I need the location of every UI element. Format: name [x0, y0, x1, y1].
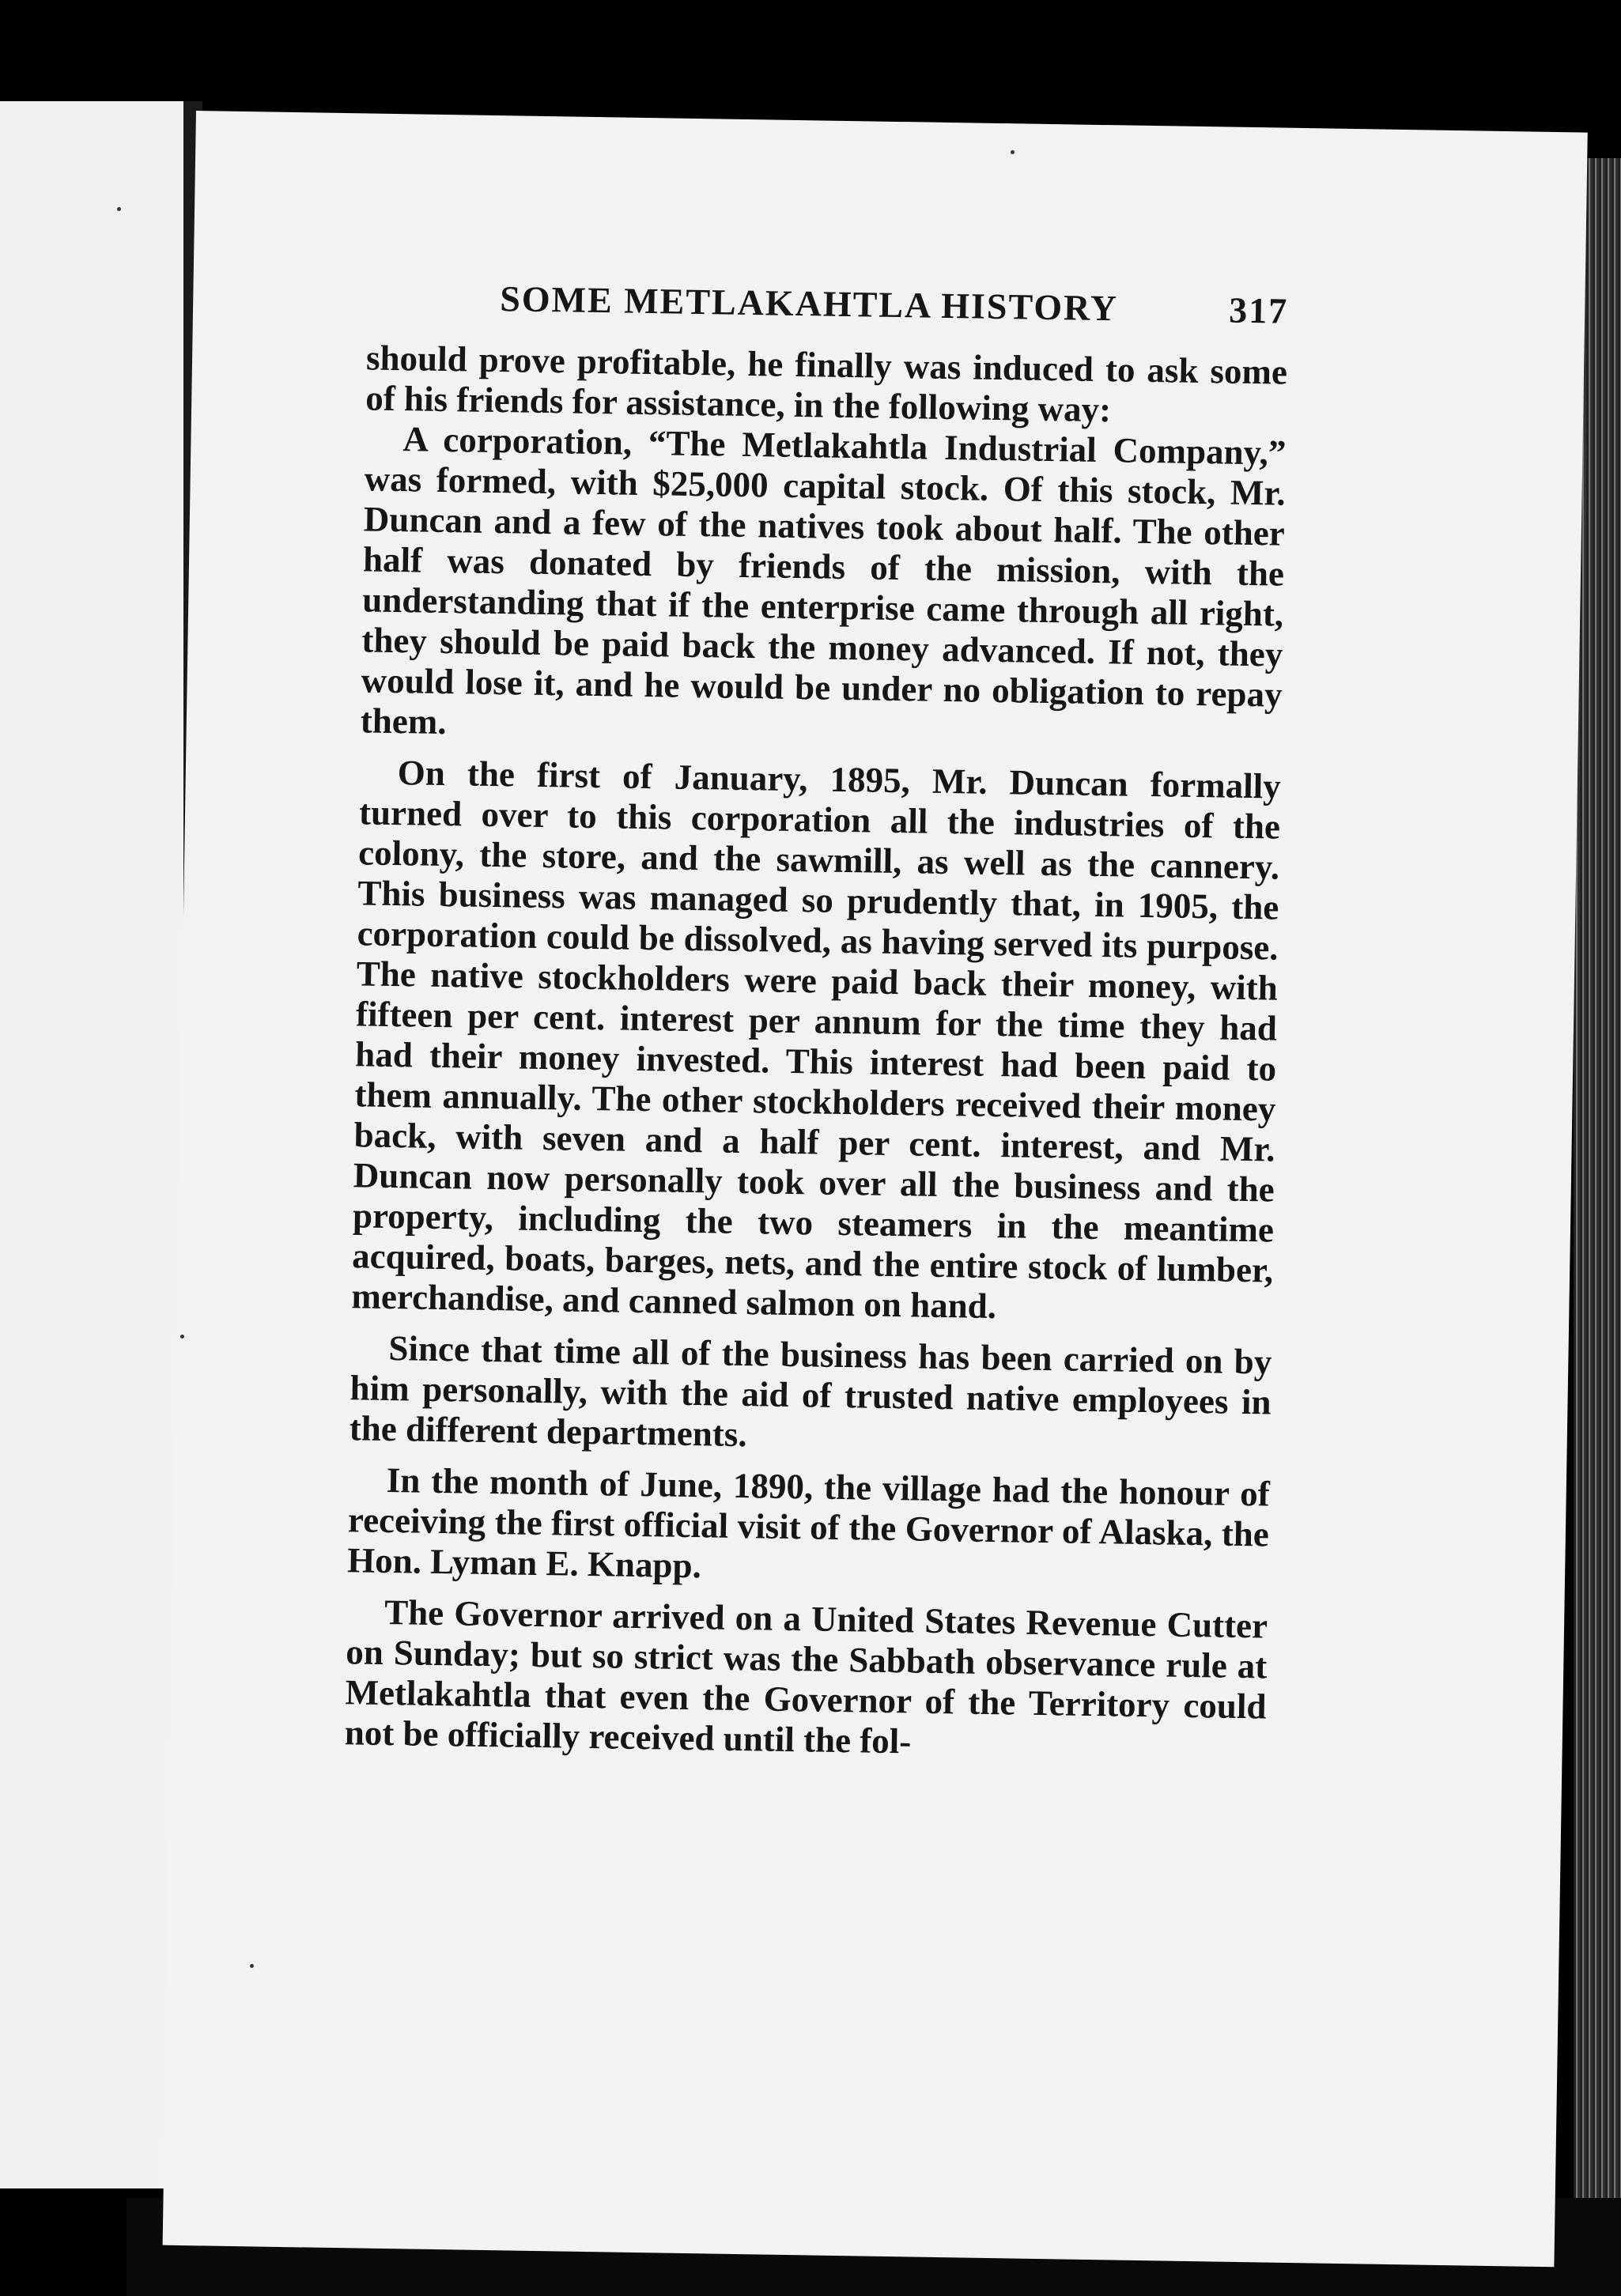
paragraph: Since that time all of the business has been carried on by him personally, with the aid of trusted native employees in the different departments. [349, 1328, 1272, 1455]
paragraph: In the month of June, 1890, the village had the honour of receiving the first official visit of the Governor of Alaska, the Hon. Lyman E. Knapp. [346, 1460, 1271, 1586]
running-title: SOME METLAKAHTLA HISTORY [499, 278, 1119, 329]
paragraph: should prove profitable, he finally was induced to ask some of his friends for assistance, in the following way: [365, 338, 1288, 430]
page-content [344, 275, 1288, 1767]
paragraph: On the first of January, 1895, Mr. Duncan formally turned over to this corporation all the industries of the colony, the store, and the sawmill, as well as the cannery. This business was managed so prudently that, in 1905, the corporation could be dissolved, as having served its purpose. The native stockholders were paid back their money, with fifteen per cent. interest per annum for the time they had had their money invested. This interest had been paid to them annually. The other stockholders received their money back, with seven and a half per cent. interest, and Mr. Duncan now personally took over all the business and the property, including the two steamers in the meantime acquired, boats, barges, nets, and the entire stock of lumber, merchandise, and canned salmon on hand. [351, 753, 1282, 1327]
page-header [367, 275, 1289, 331]
scan-speck [1011, 150, 1015, 154]
scan-speck [117, 207, 121, 211]
page-number: 317 [1228, 289, 1289, 331]
facing-page-edge [0, 101, 188, 2188]
paragraph: The Governor arrived on a United States Revenue Cutter on Sunday; but so strict was the Sabbath observance rule at Metlakahtla that even the Governor of the Territory could not be officially received until the fol- [344, 1592, 1268, 1762]
book-page [163, 111, 1588, 2267]
scan-speck [180, 1335, 184, 1339]
scan-speck [250, 1964, 254, 1968]
paragraph: A corporation, “The Metlakahtla Industrial Company,” was formed, with $25,000 capital stock. Of this stock, Mr. Duncan and a few of the natives took about half. The other half was donated by friends of the mission, with the understanding that if the enterprise came through all right, they should be paid back the money advanced. If not, they would lose it, and he would be under no obligation to repay them. [360, 419, 1287, 742]
